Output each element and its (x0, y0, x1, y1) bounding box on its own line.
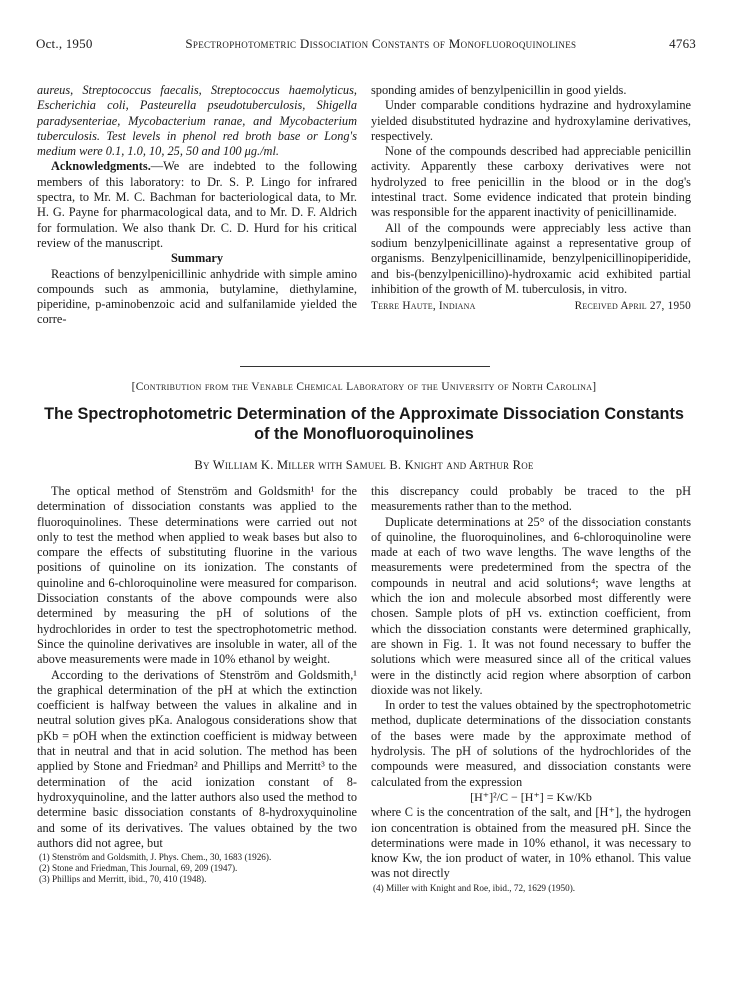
acknowledgments-label: Acknowledgments. (51, 159, 151, 174)
paragraph: sponding amides of benzylpenicillin in good yields. (371, 83, 627, 97)
summary-heading: Summary (170, 251, 224, 266)
footnote: (2) Stone and Friedman, This Journal, 69, 209 (1947). (39, 863, 238, 874)
summary-paragraph: Reactions of benzylpenicillinic anhydride with simple amino compounds such as ammonia, butylamine, diethylamine, piperidine, p-aminobenzoic acid and sulfanilamide yielded the corre- (37, 266, 357, 327)
sign-off (371, 299, 691, 314)
bottom-left-column (37, 484, 357, 885)
footnotes (37, 852, 357, 885)
footnote: (3) Phillips and Merritt, ibid., 70, 410 (1948). (39, 874, 207, 885)
paragraph: None of the compounds described had appreciable penicillin activity. Apparently these carboxy derivatives were not hydrolyzed to free penicillin in the blood or in the dog's intestinal tract. Some evidence indicated that protein binding was responsible for the apparent inactivity of penicillinamide. (371, 144, 691, 220)
page-number: 4763 (669, 36, 696, 51)
author-line: By William K. Miller with Samuel B. Knight and Arthur Roe (194, 458, 534, 472)
section-divider (240, 366, 490, 367)
header-date: Oct., 1950 (36, 36, 93, 51)
paragraph: where C is the concentration of the salt, and [H⁺], the hydrogen ion concentration is obtained from the measured pH. Since the determinations were made in 10% ethanol, it was necessary to know Kw, the ion product of water, in 10% ethanol. This value was not directly (371, 805, 691, 881)
contribution-line: [Contribution from the Venable Chemical Laboratory of the University of North Carolina] (131, 381, 597, 393)
acknowledgments (37, 159, 357, 251)
bottom-right-column (371, 484, 691, 894)
running-header (36, 36, 696, 52)
acknowledgments-text: —We are indebted to the following members of this laboratory: to Dr. S. P. Lingo for infrared spectra, to Mr. M. C. Bachman for bacteriological data, to Mr. H. G. Payne for pharmacological data, and to Mr. D. F. Aldrich for formulation. We also thank Dr. C. D. Hurd for his critical review of the manuscript. (37, 159, 357, 250)
header-title: Spectrophotometric Dissociation Constants of Monofluoroquinolines (185, 36, 577, 51)
top-left-column (37, 83, 357, 328)
paragraph: this discrepancy could probably be traced to the pH measurements rather than to the method. (371, 484, 691, 514)
paragraph: According to the derivations of Stenström and Goldsmith,¹ the graphical determination of the pH at which the extinction coefficient is halfway between the values in alkaline and in neutral solution gives pKa. Analogous considerations show that pKb = pOH when the extinction coefficient is midway between that in neutral and that in acid solution. The method has been applied by Stone and Friedman² and Phillips and Merritt³ to the determination of the acid ionization constant of 8-hydroxyquinoline, and the latter authors also used the method to determine basic dissociation constants of 8-hydroxyquinoline and some of its derivatives. The values obtained by the two authors did not agree, but (37, 667, 357, 850)
footnote: (1) Stenström and Goldsmith, J. Phys. Chem., 30, 1683 (1926). (39, 852, 272, 863)
top-right-column (371, 83, 691, 314)
article-title: The Spectrophotometric Determination of the Approximate Dissociation Constants of the Monofluoroquinolines (44, 405, 684, 443)
paragraph: In order to test the values obtained by the spectrophotometric method, duplicate determinations of the dissociation constants of the bases were made by the approximate method of hydrolysis. The pH of solutions of the hydrochlorides of the compounds were measured, and dissociation constants were calculated from the expression (371, 698, 691, 789)
paragraph: Under comparable conditions hydrazine and hydroxylamine yielded disubstituted hydrazine and hydroxylamine derivatives, respectively. (371, 98, 691, 143)
paragraph: aureus, Streptococcus faecalis, Streptococcus haemolyticus, Escherichia coli, Pasteurella pseudotuberculosis, Shigella paradysenteriae, Mycobacterium ranae, and Mycobacterium tuberculosis. Test levels in phenol red broth base or Long's medium were 0.1, 1.0, 10, 25, 50 and 100 μg./ml. (37, 83, 357, 159)
equation: [H⁺]²/C − [H⁺] = Kw/Kb (470, 789, 592, 804)
location: Terre Haute, Indiana (371, 300, 476, 313)
received-date: Received April 27, 1950 (574, 300, 691, 313)
footnote: (4) Miller with Knight and Roe, ibid., 72, 1629 (1950). (373, 882, 576, 893)
paragraph: Duplicate determinations at 25° of the dissociation constants of quinoline, the fluoroquinolines, and 6-chloroquinoline were made at each of two wave lengths. The wave lengths of the measurements were predetermined from the spectra of the compounds in neutral and acid solutions⁴; wave lengths at which the ion and molecule absorbed most differently were chosen. Sample plots of pH vs. extinction coefficient, from which the dissociation constants were determined graphically, are shown in Fig. 1. It was not found necessary to buffer the solutions which were measured since all of the critical values were in the distinctly acid region where absorption of carbon dioxide was not likely. (371, 514, 691, 697)
footnotes (371, 883, 691, 894)
paragraph: The optical method of Stenström and Goldsmith¹ for the determination of dissociation constants was applied to the fluoroquinolines. These determinations were carried out not only to test the method when applied to weak bases but also to compare the effects of substituting fluorine in the various positions of quinoline on its ionization. The constants of quinoline and 6-chloroquinoline were measured for comparison. Dissociation constants of the above compounds were also determined by measuring the pH of solutions of the hydrochlorides in order to test the spectrophotometric method. Since the quinoline derivatives are insoluble in water, all of the above measurements were made in 10% ethanol by weight. (37, 484, 357, 667)
paragraph: All of the compounds were appreciably less active than sodium benzylpenicillinate against a representative group of organisms. Benzylpenicillinamide, benzylpenicillinopiperidide, and bis-(benzylpenicillino)-hydroxamic acid exhibited partial inhibition of the growth of M. tuberculosis, in vitro. (371, 220, 691, 296)
